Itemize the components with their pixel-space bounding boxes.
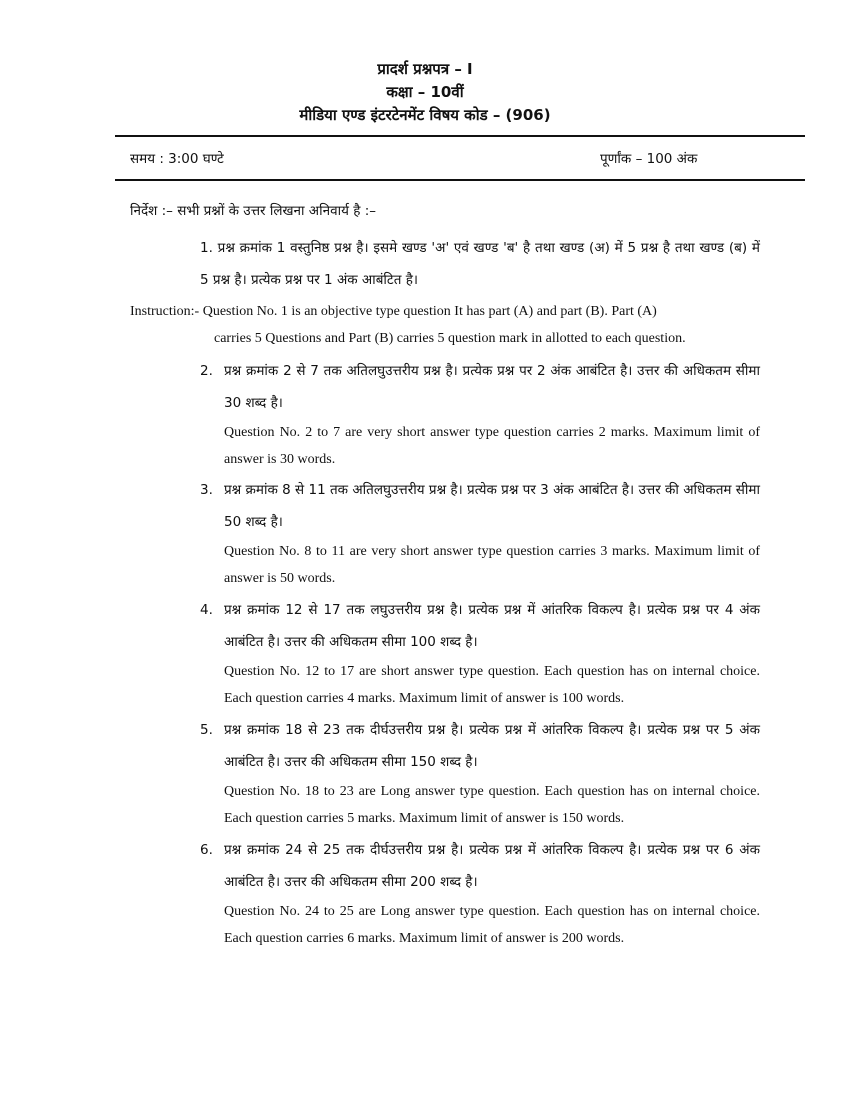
paper-title: प्रादर्श प्रश्नपत्र – I [377, 60, 473, 78]
instruction-item-5 [200, 714, 760, 832]
instruction-item-3 [200, 474, 760, 592]
item-number: 3. [200, 482, 213, 498]
item-hindi: प्रश्न क्रमांक 2 से 7 तक अतिलघुउत्तरीय प्रश्न है। प्रत्येक प्रश्न पर 2 अंक आबंटित है। उत्तर की अधिकतम सीमा 30 शब्द है। [224, 363, 760, 411]
item-hindi: प्रश्न क्रमांक 8 से 11 तक अतिलघुउत्तरीय प्रश्न है। प्रत्येक प्रश्न पर 3 अंक आबंटित है। उत्तर की अधिकतम सीमा 50 शब्द है। [224, 482, 760, 530]
total-marks-label: पूर्णांक – 100 अंक [600, 151, 698, 167]
item-english: Question No. 24 to 25 are Long answer type question. Each question has on internal choice. Each question carries 6 marks. Maximum limit of answer is 200 words. [224, 904, 760, 946]
instruction-continuation: carries 5 Questions and Part (B) carries 5 question mark in allotted to each question. [214, 331, 686, 346]
time-label: समय : 3:00 घण्टे [130, 151, 224, 167]
item-number: 4. [200, 602, 213, 618]
item-english: Question No. 2 to 7 are very short answer type question carries 2 marks. Maximum limit of answer is 30 words. [224, 425, 760, 467]
item-number: 2. [200, 363, 213, 379]
subject-title: मीडिया एण्ड इंटरटेनमेंट विषय कोड – (906) [299, 106, 551, 124]
item-hindi: प्रश्न क्रमांक 24 से 25 तक दीर्घउत्तरीय प्रश्न है। प्रत्येक प्रश्न में आंतरिक विकल्प है। प्रत्येक प्रश्न पर 6 अंक आबंटित है। उत्तर की अधिकतम सीमा 200 शब्द है। [224, 842, 760, 890]
instruction-english-1 [130, 298, 760, 352]
instruction-item-2 [200, 355, 760, 473]
instruction-item-1 [200, 232, 760, 296]
item-number: 5. [200, 722, 213, 738]
instruction-1-hindi: 1. प्रश्न क्रमांक 1 वस्तुनिष्ठ प्रश्न है। इसमे खण्ड 'अ' एवं खण्ड 'ब' है तथा खण्ड (अ) में 5 प्रश्न है तथा खण्ड (ब) में 5 प्रश्न है। प्रत्येक प्रश्न पर 1 अंक आबंटित है। [200, 240, 760, 288]
item-hindi: प्रश्न क्रमांक 18 से 23 तक दीर्घउत्तरीय प्रश्न है। प्रत्येक प्रश्न में आंतरिक विकल्प है। प्रत्येक प्रश्न पर 5 अंक आबंटित है। उत्तर की अधिकतम सीमा 150 शब्द है। [224, 722, 760, 770]
item-hindi: प्रश्न क्रमांक 12 से 17 तक लघुउत्तरीय प्रश्न है। प्रत्येक प्रश्न में आंतरिक विकल्प है। प्रत्येक प्रश्न पर 4 अंक आबंटित है। उत्तर की अधिकतम सीमा 100 शब्द है। [224, 602, 760, 650]
document-header [0, 58, 850, 127]
directions-heading: निर्देश :– सभी प्रश्नों के उत्तर लिखना अनिवार्य है :– [130, 203, 376, 219]
class-title: कक्षा – 10वीं [386, 83, 464, 101]
instruction-item-6 [200, 834, 760, 952]
instruction-label: Instruction:- Question No. 1 is an objective type question It has part (A) and part (B). Part (A) [130, 304, 657, 319]
item-english: Question No. 8 to 11 are very short answer type question carries 3 marks. Maximum limit of answer is 50 words. [224, 544, 760, 586]
instruction-item-4 [200, 594, 760, 712]
top-divider [115, 135, 805, 137]
item-english: Question No. 18 to 23 are Long answer type question. Each question has on internal choice. Each question carries 5 marks. Maximum limit of answer is 150 words. [224, 784, 760, 826]
bottom-divider [115, 179, 805, 181]
item-english: Question No. 12 to 17 are short answer type question. Each question has on internal choice. Each question carries 4 marks. Maximum limit of answer is 100 words. [224, 664, 760, 706]
item-number: 6. [200, 842, 213, 858]
